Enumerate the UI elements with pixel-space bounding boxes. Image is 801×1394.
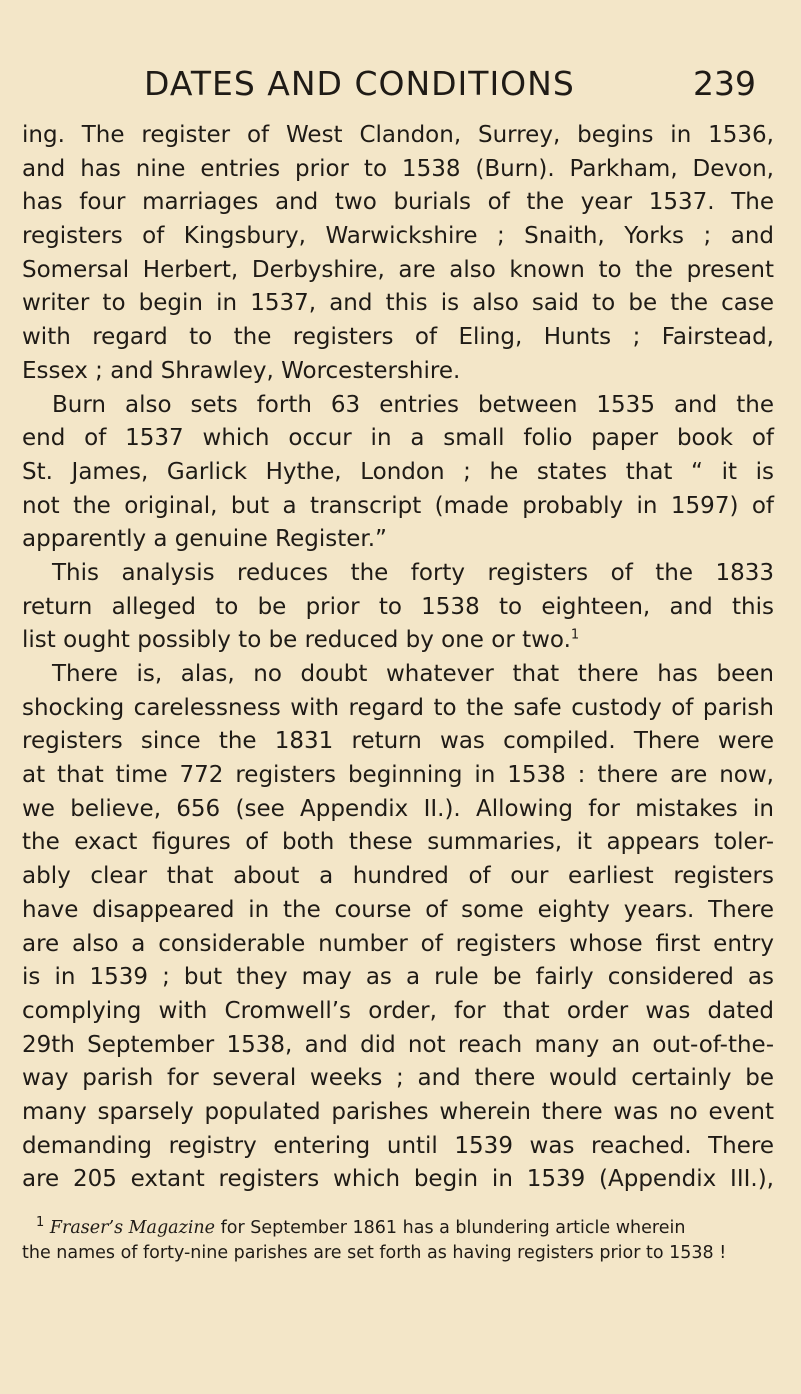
text-line: ing. The register of West Clandon, Surrey, begins in 1536, bbox=[22, 122, 774, 148]
text-line-with-note bbox=[22, 624, 774, 658]
footnote-marker: 1 bbox=[36, 1215, 45, 1231]
text-line: 29th September 1538, and did not reach many an out-of-the- bbox=[22, 1031, 774, 1058]
text-line: are 205 extant registers which begin in 1539 (Appendix III.), bbox=[22, 1166, 774, 1193]
text-line: way parish for several weeks ; and there would certainly be bbox=[22, 1065, 774, 1092]
text-line: return alleged to be prior to 1538 to eighteen, and this bbox=[22, 593, 774, 620]
text-line: many sparsely populated parishes wherein there was no event bbox=[22, 1098, 774, 1125]
text-line: ably clear that about a hundred of our earliest registers bbox=[22, 863, 774, 890]
text-line: are also a considerable number of registers whose first entry bbox=[22, 930, 774, 957]
body-text bbox=[22, 119, 774, 1197]
footnote bbox=[22, 1216, 774, 1266]
text-line: we believe, 656 (see Appendix II.). Allowing for mistakes in bbox=[22, 795, 774, 822]
text-line: Essex ; and Shrawley, Worcestershire. bbox=[22, 357, 461, 384]
text-line: end of 1537 which occur in a small folio paper book of bbox=[22, 425, 774, 452]
text-line: registers since the 1831 return was compiled. There were bbox=[22, 728, 774, 755]
text-line: with regard to the registers of Eling, Hunts ; Fairstead, bbox=[22, 324, 774, 351]
text-line: list ought possibly to be reduced by one or two. bbox=[22, 627, 571, 654]
page-header bbox=[0, 64, 801, 114]
text-line: shocking carelessness with regard to the safe custody of parish bbox=[22, 694, 774, 721]
text-line: registers of Kingsbury, Warwickshire ; Snaith, Yorks ; and bbox=[22, 223, 774, 250]
footnote-text: for September 1861 has a blundering article wherein bbox=[215, 1218, 686, 1238]
footnote-line: the names of forty-nine parishes are set forth as having registers prior to 1538 ! bbox=[22, 1243, 727, 1263]
running-head: DATES AND CONDITIONS bbox=[144, 64, 575, 103]
text-line: have disappeared in the course of some eighty years. There bbox=[22, 896, 774, 923]
text-line: apparently a genuine Register.” bbox=[22, 526, 387, 553]
text-line: This analysis reduces the forty registers of the 1833 bbox=[52, 559, 774, 586]
text-line: St. James, Garlick Hythe, London ; he states that “ it is bbox=[22, 458, 774, 485]
text-line: writer to begin in 1537, and this is also said to be the case bbox=[22, 290, 774, 317]
text-line: demanding registry entering until 1539 was reached. There bbox=[22, 1132, 774, 1159]
text-line: and has nine entries prior to 1538 (Burn). Parkham, Devon, bbox=[22, 155, 774, 182]
footnote-reference: 1 bbox=[570, 627, 580, 643]
footnote-line bbox=[22, 1216, 774, 1241]
text-line: has four marriages and two burials of the year 1537. The bbox=[22, 189, 774, 216]
text-line: at that time 772 registers beginning in 1538 : there are now, bbox=[22, 762, 774, 789]
text-line: Burn also sets forth 63 entries between 1535 and the bbox=[52, 391, 774, 418]
text-line: Somersal Herbert, Derbyshire, are also known to the present bbox=[22, 256, 774, 283]
footnote-journal-title: Fraser’s Magazine bbox=[49, 1218, 216, 1238]
text-line: There is, alas, no doubt whatever that there has been bbox=[52, 661, 774, 687]
text-line: not the original, but a transcript (made probably in 1597) of bbox=[22, 492, 774, 519]
text-line: the exact figures of both these summaries, it appears toler- bbox=[22, 829, 774, 856]
page-number: 239 bbox=[693, 64, 756, 103]
text-line: complying with Cromwell’s order, for that order was dated bbox=[22, 997, 774, 1024]
text-line: is in 1539 ; but they may as a rule be fairly considered as bbox=[22, 964, 774, 991]
